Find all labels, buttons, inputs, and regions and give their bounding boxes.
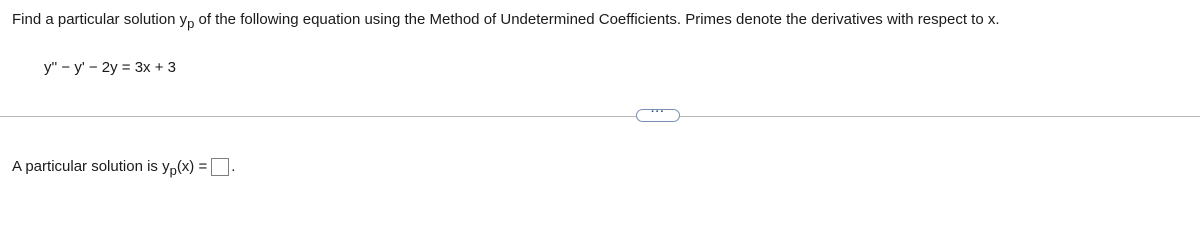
answer-prefix: A particular solution is: [12, 158, 163, 175]
answer-yp-subscript: p: [169, 163, 177, 178]
yp-symbol-subscript: p: [187, 16, 195, 31]
answer-symbol-arg: (x) =: [176, 158, 208, 175]
ellipsis-icon: ···: [651, 106, 665, 118]
answer-line: [12, 157, 235, 177]
section-divider: [0, 116, 1200, 117]
yp-symbol-base: y: [179, 11, 188, 28]
answer-yp-base: y: [162, 158, 170, 175]
question-text-start: Find a particular solution: [12, 11, 180, 28]
yp-symbol: [179, 11, 195, 31]
answer-input-box[interactable]: [211, 158, 229, 176]
question-prompt: [12, 10, 1000, 30]
answer-yp-symbol: [162, 157, 177, 177]
answer-suffix: .: [231, 158, 236, 175]
more-options-button[interactable]: [636, 106, 680, 122]
question-text-end: of the following equation using the Method of Undetermined Coefficients. Primes denote the derivatives with respect to x.: [194, 11, 1000, 28]
differential-equation: y'' − y' − 2y = 3x + 3: [44, 59, 176, 76]
